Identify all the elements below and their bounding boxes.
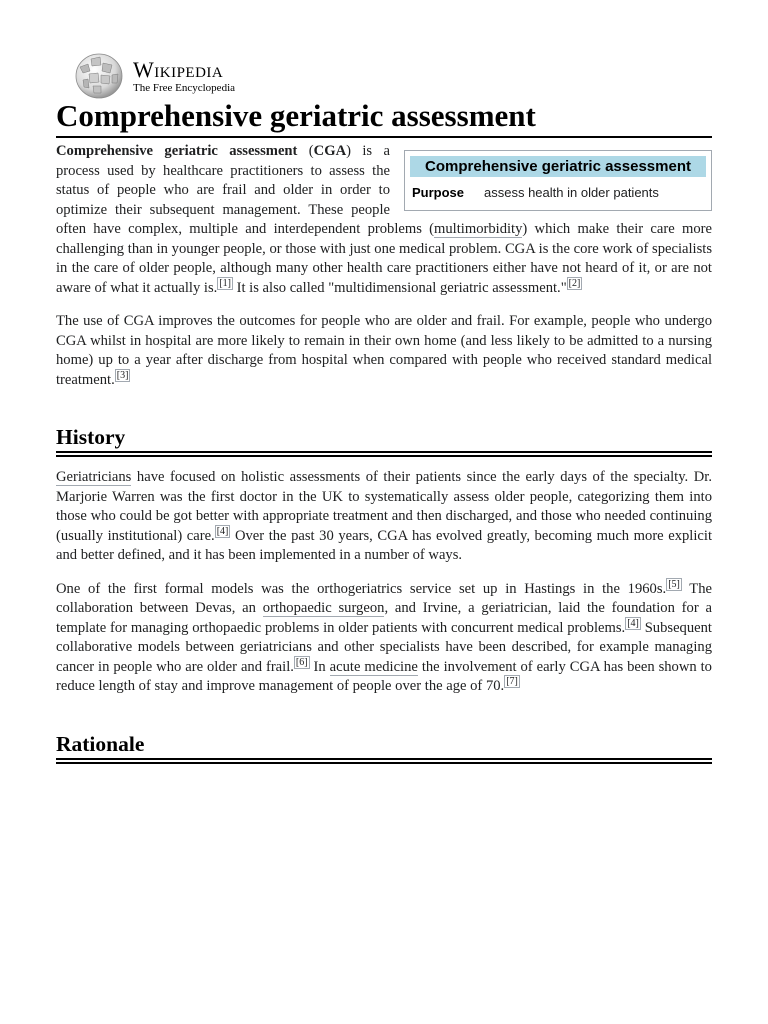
lead-term: Comprehensive geriatric assessment <box>56 143 298 159</box>
history-paragraph-1 <box>56 468 712 566</box>
link-multimorbidity[interactable]: multimorbidity <box>434 221 523 237</box>
link-acute-medicine[interactable]: acute medicine <box>329 658 418 675</box>
reference-link[interactable]: [2] <box>568 277 581 289</box>
text-span: Over the past 30 years, CGA has evolved greatly, becoming much more explicit and better defined, and it has been implemented in a number of ways. <box>56 527 712 563</box>
infobox-value: assess health in older patients <box>484 185 659 200</box>
infobox-title: Comprehensive geriatric assessment <box>410 156 706 177</box>
text-span: The use of CGA improves the outcomes for people who are older and frail. For example, people who undergo CGA whilst in hospital are more likely to remain in their own home (and less likely to be admitted to a nursing home) up to a year after discharge from hospital when compared with people who received standard medical treatment. <box>56 313 712 388</box>
page-title: Comprehensive geriatric assessment <box>56 96 712 138</box>
reference-3[interactable] <box>115 369 131 382</box>
reference-link[interactable]: [5] <box>668 578 680 590</box>
text-span: ( <box>297 143 314 159</box>
reference-link[interactable]: [7] <box>506 676 518 688</box>
reference-4[interactable] <box>215 525 231 538</box>
reference-1[interactable] <box>217 277 233 290</box>
reference-7[interactable] <box>504 675 520 688</box>
reference-4-repeat[interactable] <box>625 617 641 630</box>
wikipedia-globe-icon <box>74 53 124 99</box>
article-body <box>56 142 712 775</box>
reference-6[interactable] <box>294 656 310 669</box>
text-span: ) which make their care more challenging than in younger people, or those with just one medical problem. CGA is the core work of specialists in the care of older people, although many other health care practitioners either have not heard of it, or are not aware of what it actually is. <box>56 221 712 296</box>
reference-link[interactable]: [4] <box>216 525 229 537</box>
infobox-row-purpose <box>410 184 706 205</box>
reference-link[interactable]: [3] <box>116 369 129 381</box>
reference-5[interactable] <box>666 578 682 591</box>
text-span: ) is a process used by healthcare practitioners to assess the status of people who are frail and older in order to optimize their subsequent management. These people often have complex, multiple and interdependent problems ( <box>56 143 435 237</box>
reference-link[interactable]: [6] <box>295 656 308 668</box>
reference-2[interactable] <box>567 277 583 290</box>
text-span: The collaboration between Devas, an <box>56 580 712 616</box>
wikipedia-logo[interactable] <box>74 52 235 100</box>
infobox <box>404 150 712 211</box>
intro-paragraph-2 <box>56 312 712 390</box>
text-span: In <box>309 658 330 675</box>
section-heading-history: History <box>56 424 712 453</box>
reference-link[interactable]: [1] <box>219 277 231 289</box>
wordmark <box>133 59 235 95</box>
link-geriatricians[interactable]: Geriatricians <box>56 469 132 485</box>
infobox-label: Purpose <box>412 185 465 200</box>
text-span: , and Irvine, a geriatrician, laid the foundation for a template for managing orthopaedic problems in older patients with concurrent medical problems. <box>56 600 712 636</box>
wordmark-tagline: The Free Encyclopedia <box>133 82 236 94</box>
text-span: One of the first formal models was the orthogeriatrics service set up in Hastings in the 1960s. <box>56 580 667 597</box>
text-span: the involvement of early CGA has been shown to reduce length of stay and improve management of people over the age of 70. <box>56 658 712 694</box>
history-paragraph-2 <box>56 580 712 697</box>
lead-abbreviation: CGA <box>313 143 347 159</box>
section-heading-rationale: Rationale <box>56 731 712 760</box>
text-span: have focused on holistic assessments of their patients since the early days of the specialty. Dr. Marjorie Warren was the first doctor in the UK to systematically assess older people, categorizing them into those who could be got better with appropriate treatment and then discharged, and those who needed continuing (usually institutional) care. <box>56 469 712 544</box>
text-span: Subsequent collaborative models between geriatricians and other specialists have been described, for example managing cancer in people who are older and frail. <box>56 619 712 675</box>
reference-link[interactable]: [4] <box>627 617 639 629</box>
link-orthopaedic-surgeon[interactable]: orthopaedic surgeon <box>262 600 385 616</box>
text-span: It is also called "multidimensional geriatric assessment." <box>232 279 567 296</box>
wordmark-name: Wikipedia <box>133 57 224 82</box>
